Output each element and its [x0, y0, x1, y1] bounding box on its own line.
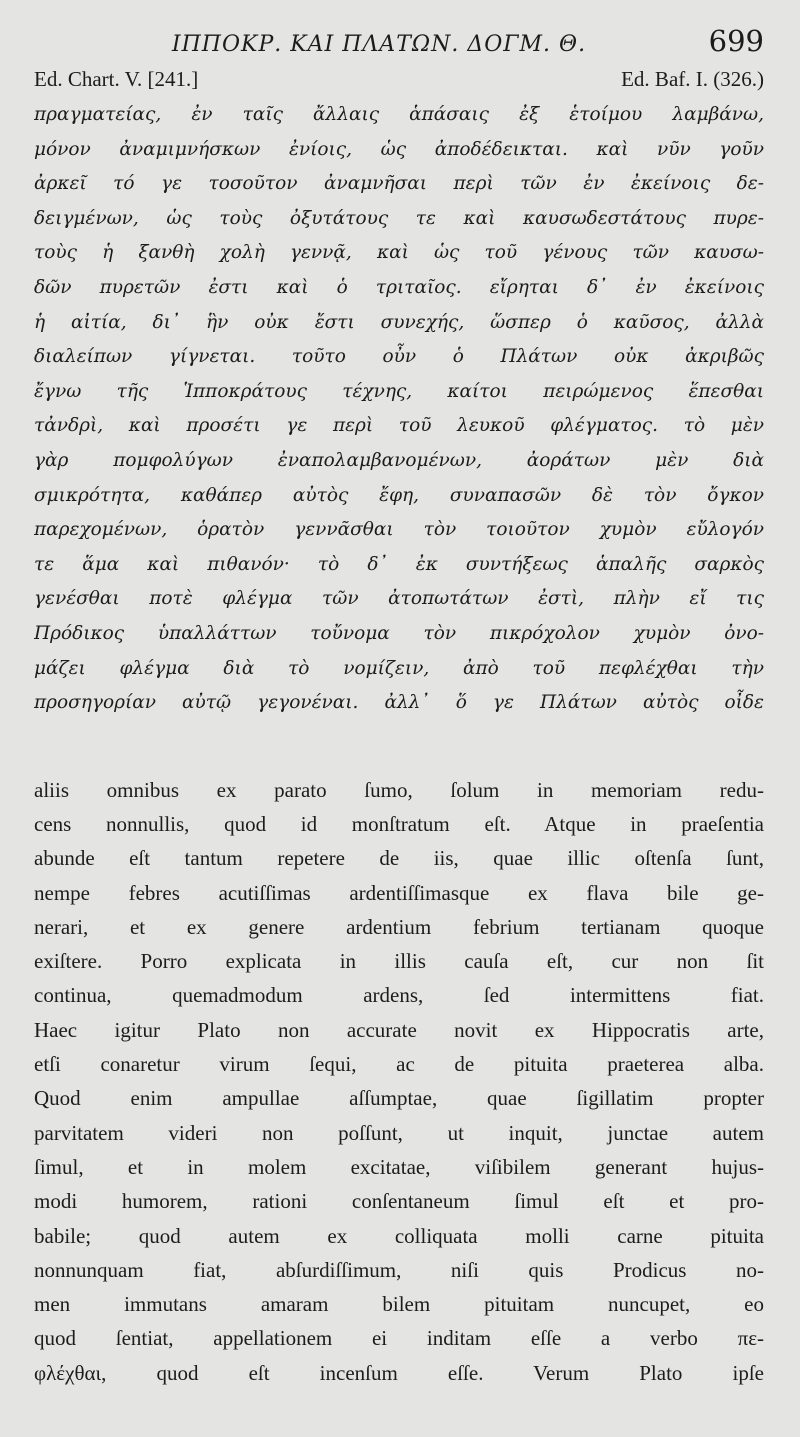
page-number: 699: [708, 24, 764, 58]
greek-line: μόνον ἀναμιμνήσκων ἐνίοις, ὡς ἀποδέδεικται. καὶ νῦν γοῦν: [34, 138, 764, 160]
greek-line: δῶν πυρετῶν ἐστι καὶ ὁ τριταῖος. εἴρηται δ᾽ ἐν ἐκείνοις: [34, 276, 764, 298]
latin-translation: [34, 773, 764, 1390]
edition-references: [34, 64, 764, 94]
greek-line: δειγμένων, ὡς τοὺς ὀξυτάτους τε καὶ καυσωδεστάτους πυρε-: [34, 207, 764, 229]
edition-basel: Ed. Baf. I. (326.): [621, 67, 764, 91]
greek-line: ἀρκεῖ τό γε τοσοῦτον ἀναμνῆσαι περὶ τῶν ἐν ἐκείνοις δε-: [34, 173, 764, 195]
latin-line: Haec igitur Plato non accurate novit ex Hippocratis arte,: [34, 1017, 764, 1042]
greek-line: γὰρ πομφολύγων ἐναπολαμβανομένων, ἀοράτων μὲν διὰ: [34, 449, 764, 471]
latin-line: men immutans amaram bilem pituitam nuncupet, eo: [34, 1292, 764, 1317]
greek-line: τἀνδρὶ, καὶ προσέτι γε περὶ τοῦ λευκοῦ φλέγματος. τὸ μὲν: [34, 415, 764, 437]
greek-line: ἔγνω τῆς Ἱπποκράτους τέχνης, καίτοι πειρώμενος ἕπεσθαι: [34, 380, 764, 402]
latin-line: aliis omnibus ex parato ſumo, ſolum in memoriam redu-: [34, 777, 764, 802]
latin-line: abunde eſt tantum repetere de iis, quae illic oſtenſa ſunt,: [34, 846, 764, 871]
edition-chartier: Ed. Chart. V. [241.]: [34, 67, 199, 91]
greek-line: σμικρότητα, καθάπερ αὐτὸς ἔφη, συναπασῶν δὲ τὸν ὄγκον: [34, 484, 764, 506]
greek-line: ἡ αἰτία, δι᾽ ἣν οὐκ ἔστι συνεχής, ὥσπερ ὁ καῦσος, ἀλλὰ: [34, 311, 764, 333]
greek-line: προσηγορίαν αὐτῷ γεγονέναι. ἀλλ᾽ ὅ γε Πλάτων αὐτὸς οἶδε: [34, 692, 764, 714]
greek-line: τε ἅμα καὶ πιθανόν· τὸ δ᾽ ἐκ συντήξεως ἁπαλῆς σαρκὸς: [34, 553, 764, 575]
latin-line: nempe febres acutiſſimas ardentiſſimasque ex flava bile ge-: [34, 880, 764, 905]
latin-line: Quod enim ampullae aſſumptae, quae ſigillatim propter: [34, 1086, 764, 1111]
latin-line: quod ſentiat, appellationem ei inditam eſſe a verbo πε-: [34, 1326, 764, 1351]
greek-line: γενέσθαι ποτὲ φλέγμα τῶν ἀτοπωτάτων ἐστὶ, πλὴν εἴ τις: [34, 588, 764, 610]
greek-line: παρεχομένων, ὁρατὸν γεννᾶσθαι τὸν τοιοῦτον χυμὸν εὔλογόν: [34, 519, 764, 541]
running-head: [34, 24, 764, 64]
greek-text: [34, 98, 764, 721]
greek-line: μάζει φλέγμα διὰ τὸ νομίζειν, ἀπὸ τοῦ πεφλέχθαι τὴν: [34, 657, 764, 679]
running-title: ΙΠΠΟΚΡ. ΚΑΙ ΠΛΑΤΩΝ. ΔΟΓΜ. Θ.: [171, 32, 587, 57]
latin-line: babile; quod autem ex colliquata molli carne pituita: [34, 1223, 764, 1248]
latin-line: nonnunquam fiat, abſurdiſſimum, niſi quis Prodicus no-: [34, 1257, 764, 1282]
greek-line: πραγματείας, ἐν ταῖς ἄλλαις ἁπάσαις ἐξ ἑτοίμου λαμβάνω,: [34, 104, 764, 125]
latin-line: parvitatem videri non poſſunt, ut inquit, junctae autem: [34, 1120, 764, 1145]
greek-line: Πρόδικος ὑπαλλάττων τοὔνομα τὸν πικρόχολον χυμὸν ὀνο-: [34, 622, 764, 644]
latin-line: modi humorem, rationi conſentaneum ſimul eſt et pro-: [34, 1189, 764, 1214]
latin-line: φλέχθαι, quod eſt incenſum eſſe. Verum Plato ipſe: [34, 1360, 764, 1385]
latin-line: continua, quemadmodum ardens, ſed intermittens fiat.: [34, 983, 764, 1008]
latin-line: exiſtere. Porro explicata in illis cauſa eſt, cur non ſit: [34, 949, 764, 974]
latin-line: cens nonnullis, quod id monſtratum eſt. Atque in praeſentia: [34, 811, 764, 836]
latin-line: ſimul, et in molem excitatae, viſibilem generant hujus-: [34, 1154, 764, 1179]
greek-line: τοὺς ἡ ξανθὴ χολὴ γεννᾷ, καὶ ὡς τοῦ γένους τῶν καυσω-: [34, 242, 764, 264]
latin-line: nerari, et ex genere ardentium febrium tertianam quoque: [34, 914, 764, 939]
greek-line: διαλείπων γίγνεται. τοῦτο οὖν ὁ Πλάτων οὐκ ἀκριβῶς: [34, 346, 764, 368]
latin-line: etſi conaretur virum ſequi, ac de pituita praeterea alba.: [34, 1052, 764, 1077]
